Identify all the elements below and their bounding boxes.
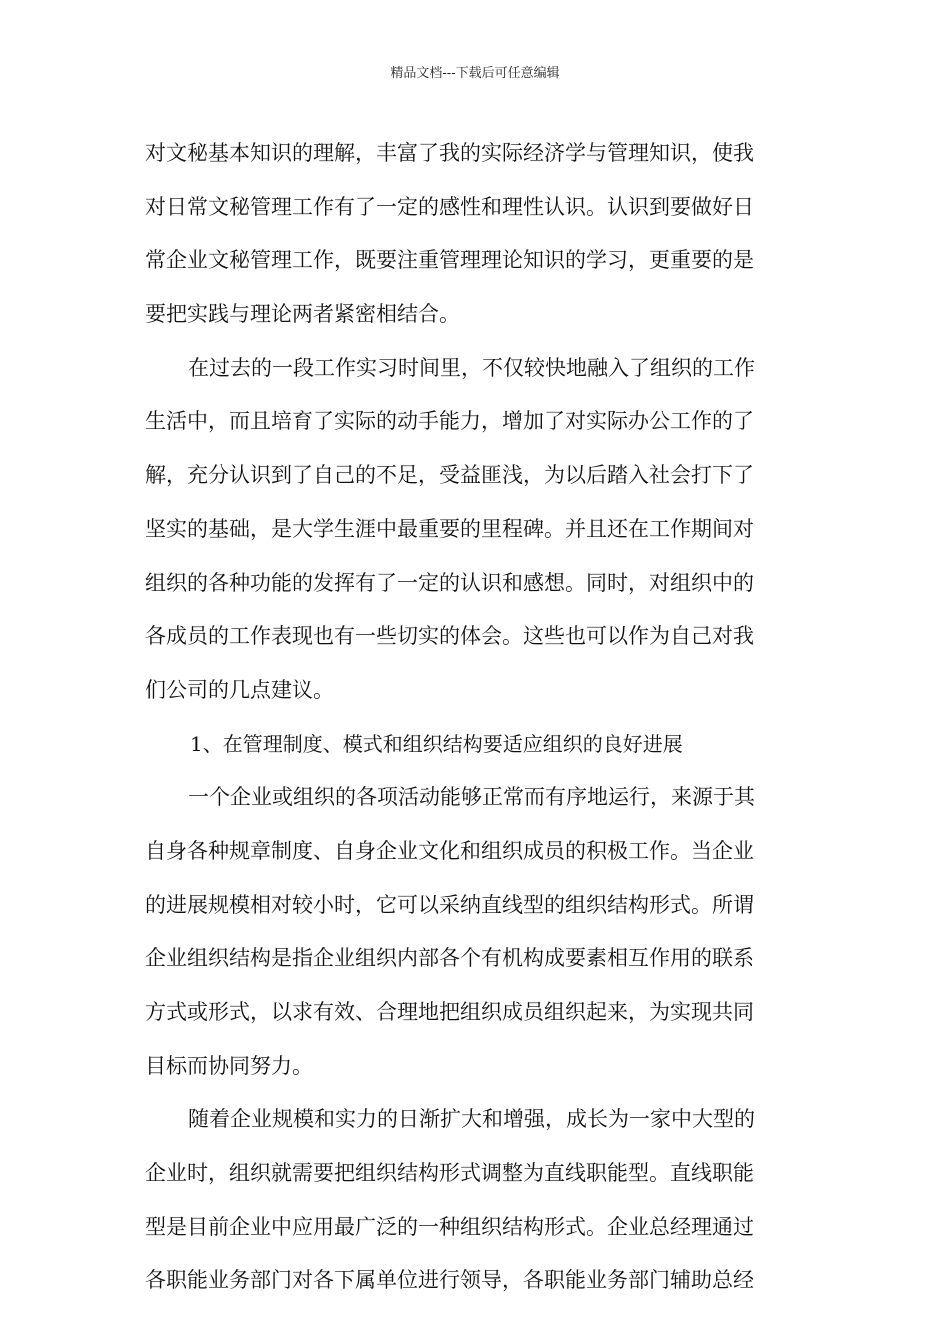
text-line: 各职能业务部门对各下属单位进行领导，各职能业务部门辅助总经 — [145, 1268, 754, 1293]
text-line: 一个企业或组织的各项活动能够正常而有序地运行，来源于其 — [188, 785, 755, 810]
text-line: 随着企业规模和实力的日渐扩大和增强，成长为一家中大型的 — [188, 1107, 755, 1132]
text-line: 生活中，而且培育了实际的动手能力，增加了对实际办公工作的了 — [145, 409, 754, 434]
text-line: 企业时，组织就需要把组织结构形式调整为直线职能型。直线职能 — [145, 1161, 754, 1186]
text-line: 对日常文秘管理工作有了一定的感性和理性认识。认识到要做好日 — [145, 194, 754, 219]
paragraph — [145, 1094, 805, 1309]
paragraph — [145, 772, 805, 1094]
text-line: 们公司的几点建议。 — [145, 677, 334, 702]
text-line: 企业组织结构是指企业组织内部各个有机构成要素相互作用的联系 — [145, 946, 754, 971]
text-line: 型是目前企业中应用最广泛的一种组织结构形式。企业总经理通过 — [145, 1214, 754, 1239]
document-body — [145, 128, 805, 1309]
paragraph — [145, 343, 805, 719]
text-line: 的进展规模相对较小时，它可以采纳直线型的组织结构形式。所谓 — [145, 892, 754, 917]
page-header: 精品文档---下载后可任意编辑 — [390, 66, 560, 81]
text-line: 各成员的工作表现也有一些切实的体会。这些也可以作为自己对我 — [145, 624, 754, 649]
text-line: 目标而协同努力。 — [145, 1053, 313, 1078]
text-line: 对文秘基本知识的理解，丰富了我的实际经济学与管理知识，使我 — [145, 141, 754, 165]
text-line: 坚实的基础，是大学生涯中最重要的里程碑。并且还在工作期间对 — [145, 516, 754, 541]
text-line: 常企业文秘管理工作，既要注重管理理论知识的学习，更重要的是 — [145, 248, 754, 273]
text-line: 自身各种规章制度、自身企业文化和组织成员的积极工作。当企业 — [145, 838, 754, 863]
text-line: 在过去的一段工作实习时间里，不仅较快地融入了组织的工作 — [188, 355, 755, 380]
text-line: 组织的各种功能的发挥有了一定的认识和感想。同时，对组织中的 — [145, 570, 754, 595]
text-line: 要把实践与理论两者紧密相结合。 — [145, 302, 460, 327]
text-line: 解，充分认识到了自己的不足，受益匪浅，为以后踏入社会打下了 — [145, 463, 754, 488]
text-line: 方式或形式，以求有效、合理地把组织成员组织起来，为实现共同 — [145, 1000, 754, 1024]
paragraph — [145, 128, 805, 343]
section-heading: 1、在管理制度、模式和组织结构要适应组织的良好进展 — [190, 731, 683, 756]
